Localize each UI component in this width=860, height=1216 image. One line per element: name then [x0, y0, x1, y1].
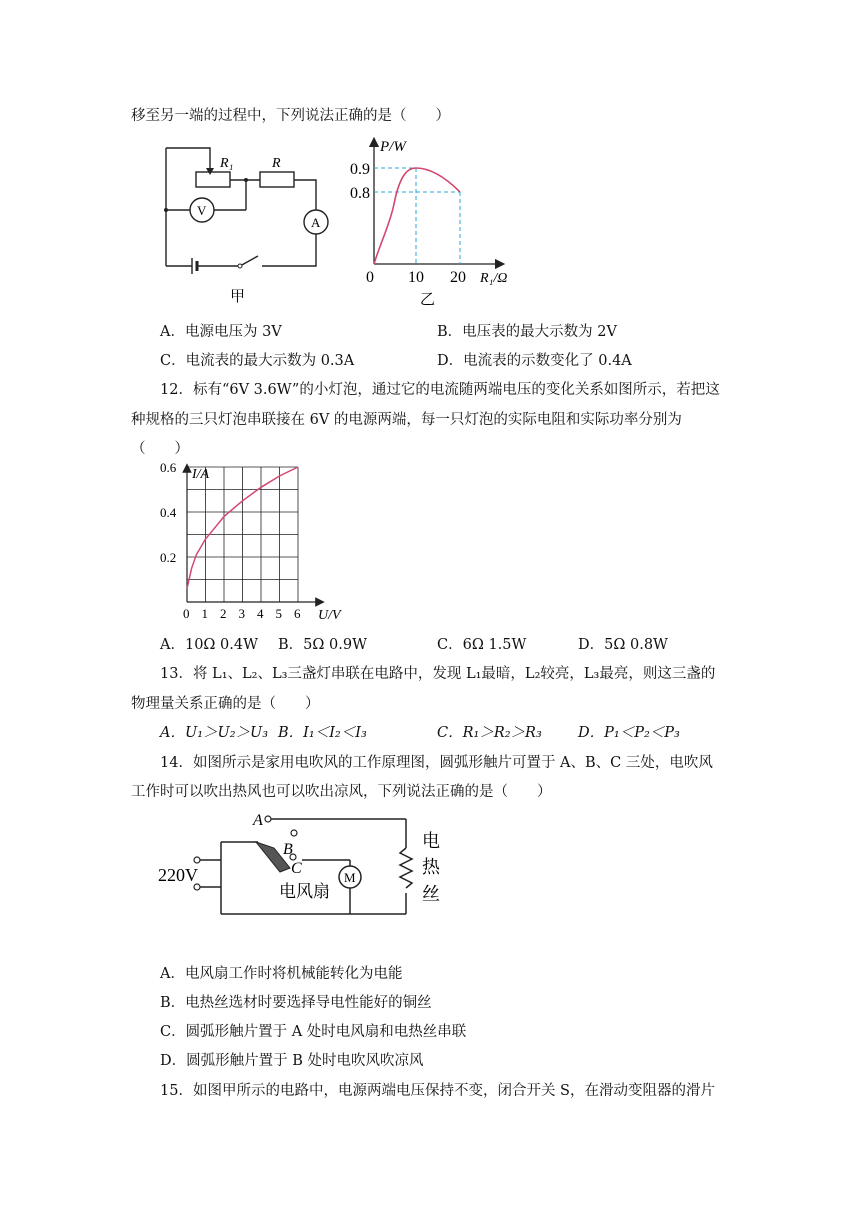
tick-x-10: 10: [408, 269, 424, 286]
x-tick-label: 2: [220, 606, 227, 621]
graph-caption: 乙: [420, 290, 436, 308]
iu-chart: [150, 462, 360, 628]
iu-xlabel: U/V: [318, 608, 341, 623]
power-graph-yi: [350, 134, 530, 310]
y-tick-label: 0.2: [160, 550, 177, 565]
heater-label-2: 热: [422, 857, 440, 878]
q13-option-c[interactable]: C．R₁＞R₂＞R₃: [437, 725, 542, 741]
q12-option-b[interactable]: B．5Ω 0.9W: [278, 637, 367, 653]
r-label: R: [272, 156, 281, 171]
q12-option-d[interactable]: D．5Ω 0.8W: [578, 637, 668, 653]
q14-option-a[interactable]: A．电风扇工作时将机械能转化为电能: [160, 966, 403, 982]
q11-option-c[interactable]: C．电流表的最大示数为 0.3A: [160, 353, 355, 369]
tick-0-9: 0.9: [350, 161, 370, 178]
y-tick-label: 0.6: [160, 462, 177, 475]
x-tick-label: 6: [294, 606, 301, 621]
tick-x-0: 0: [366, 269, 374, 286]
circuit-diagram-jia: [150, 138, 340, 308]
q11-option-d[interactable]: D．电流表的示数变化了 0.4A: [437, 353, 632, 369]
motor-label: M: [344, 870, 356, 885]
tick-0-8: 0.8: [350, 185, 370, 202]
x-tick-label: 0: [183, 606, 190, 621]
q12-option-c[interactable]: C．6Ω 1.5W: [437, 637, 527, 653]
heater-label-3: 丝: [422, 884, 440, 905]
q12-text-line1: 12．标有“6V 3.6W”的小灯泡，通过它的电流随两端电压的变化关系如图所示，若把这: [160, 382, 720, 398]
q13-option-d[interactable]: D．P₁＜P₂＜P₃: [578, 725, 680, 741]
r1-label: R₁: [220, 156, 234, 171]
iu-ylabel: I/A: [192, 467, 210, 482]
q13-text-line1: 13．将 L₁、L₂、L₃三盏灯串联在电路中，发现 L₁最暗，L₂较亮，L₃最亮，则这三盏的: [160, 666, 716, 682]
x-tick-label: 5: [275, 606, 282, 621]
circuit-caption: 甲: [230, 287, 246, 305]
q11-option-a[interactable]: A．电源电压为 3V: [160, 324, 282, 340]
q12-option-a[interactable]: A．10Ω 0.4W: [160, 637, 259, 653]
fan-label: 电风扇: [279, 882, 330, 902]
voltage-label: 220V: [158, 865, 198, 885]
q14-text-line1: 14．如图所示是家用电吹风的工作原理图，圆弧形触片可置于 A、B、C 三处，电吹风: [160, 755, 713, 771]
contact-b-label: B: [283, 841, 293, 858]
q11-option-b[interactable]: B．电压表的最大示数为 2V: [437, 324, 617, 340]
tick-x-20: 20: [450, 269, 466, 286]
q13-option-b[interactable]: B．I₁＜I₂＜I₃: [278, 725, 367, 741]
y-tick-label: 0.4: [160, 505, 177, 520]
x-tick-label: 1: [201, 606, 208, 621]
q13-option-a[interactable]: A．U₁＞U₂＞U₃: [160, 725, 269, 741]
q15-text-line1: 15．如图甲所示的电路中，电源两端电压保持不变，闭合开关 S，在滑动变阻器的滑片: [160, 1083, 715, 1099]
q14-option-b[interactable]: B．电热丝选材时要选择导电性能好的铜丝: [160, 995, 432, 1011]
hairdryer-circuit: [150, 800, 470, 930]
x-tick-label: 4: [257, 606, 264, 621]
q13-text-line2: 物理量关系正确的是（ ）: [131, 696, 320, 712]
q12-text-line3: （ ）: [131, 441, 189, 457]
power-ylabel: P/W: [380, 139, 406, 155]
q14-option-d[interactable]: D．圆弧形触片置于 B 处时电吹风吹凉风: [160, 1053, 424, 1069]
ammeter-label: A: [311, 215, 321, 230]
heater-label-1: 电: [422, 831, 440, 852]
x-tick-label: 3: [238, 606, 245, 621]
question-text-line: 移至另一端的过程中，下列说法正确的是（ ）: [131, 108, 450, 124]
power-xlabel: R₁/Ω: [480, 271, 508, 286]
contact-c-label: C: [291, 860, 302, 877]
q12-text-line2: 种规格的三只灯泡串联接在 6V 的电源两端，每一只灯泡的实际电阻和实际功率分别为: [131, 412, 682, 428]
contact-a-label: A: [253, 812, 263, 829]
q14-text-line2: 工作时可以吹出热风也可以吹出凉风，下列说法正确的是（ ）: [131, 784, 552, 800]
q14-option-c[interactable]: C．圆弧形触片置于 A 处时电风扇和电热丝串联: [160, 1024, 467, 1040]
voltmeter-label: V: [197, 203, 207, 218]
